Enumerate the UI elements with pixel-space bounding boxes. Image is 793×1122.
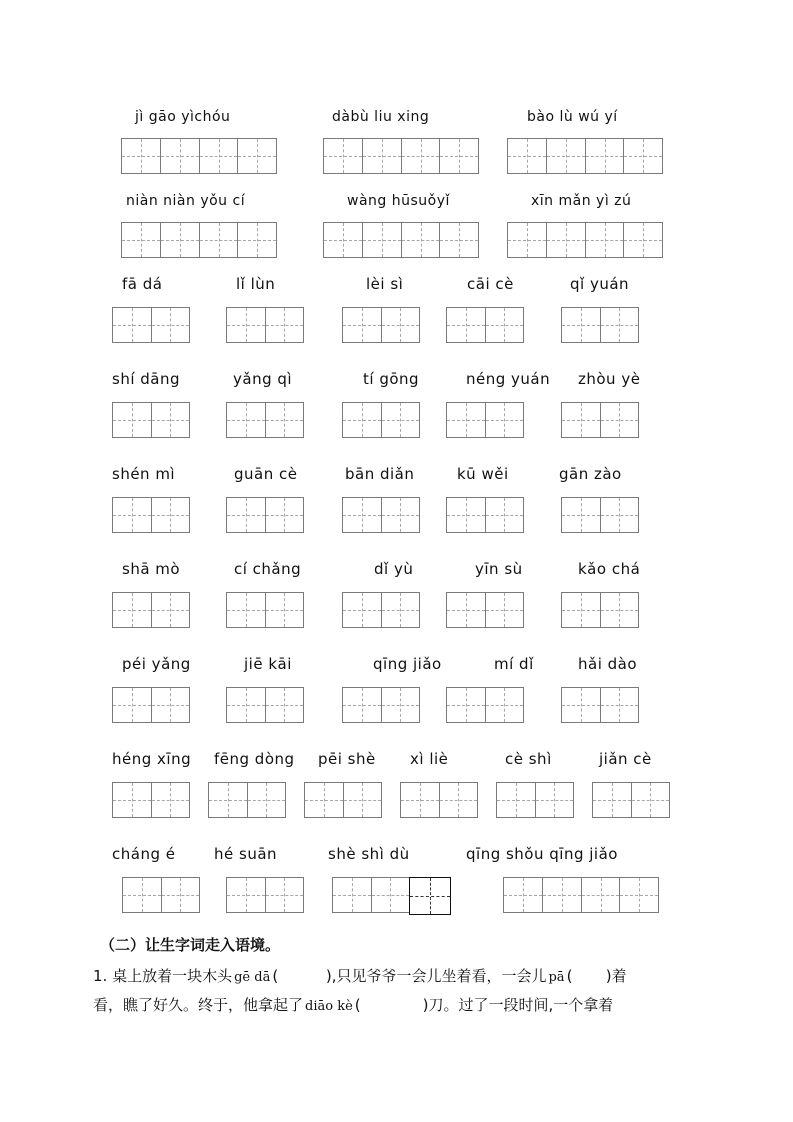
writing-grid[interactable] — [122, 877, 200, 913]
pinyin-label: héng xīng — [112, 750, 192, 768]
writing-grid[interactable] — [446, 687, 524, 723]
paragraph-text: 1. 桌上放着一块木头 — [93, 967, 233, 985]
pinyin-label: xì liè — [410, 750, 449, 768]
pinyin-label: bào lù wú yí — [527, 109, 618, 125]
paragraph-line — [93, 994, 613, 1015]
writing-grid[interactable] — [446, 592, 524, 628]
writing-grid[interactable] — [323, 222, 479, 258]
pinyin-label: cháng é — [112, 845, 176, 863]
pinyin-label: kū wěi — [457, 465, 509, 483]
pinyin-label: qīng shǒu qīng jiǎo — [466, 845, 618, 863]
pinyin-label: gān zào — [559, 465, 622, 483]
writing-grid[interactable] — [561, 307, 639, 343]
pinyin-label: niàn niàn yǒu cí — [126, 193, 246, 209]
writing-grid[interactable] — [112, 782, 190, 818]
writing-grid[interactable] — [342, 497, 420, 533]
pinyin-label: dàbù liu xing — [332, 109, 430, 125]
writing-grid[interactable] — [112, 402, 190, 438]
pinyin-label: qǐ yuán — [570, 275, 630, 293]
paragraph-text: ( )着 — [566, 967, 627, 985]
writing-grid[interactable] — [112, 307, 190, 343]
pinyin-label: guān cè — [234, 465, 298, 483]
writing-grid[interactable] — [507, 138, 663, 174]
writing-grid[interactable] — [592, 782, 670, 818]
writing-grid[interactable] — [121, 222, 277, 258]
writing-grid[interactable] — [342, 687, 420, 723]
writing-grid[interactable] — [342, 592, 420, 628]
pinyin-label: lǐ lùn — [236, 275, 276, 293]
writing-grid[interactable] — [121, 138, 277, 174]
writing-grid[interactable] — [332, 877, 410, 913]
writing-grid[interactable] — [304, 782, 382, 818]
pinyin-label: jiǎn cè — [599, 750, 652, 768]
pinyin-label: péi yǎng — [122, 655, 191, 673]
pinyin-label: lèi sì — [366, 275, 404, 293]
pinyin-label: hé suān — [214, 845, 278, 863]
pinyin-label: qīng jiǎo — [373, 655, 442, 673]
inline-pinyin: diāo kè — [305, 999, 353, 1014]
pinyin-label: fēng dòng — [214, 750, 295, 768]
writing-grid[interactable] — [342, 307, 420, 343]
pinyin-label: wàng hūsuǒyǐ — [347, 193, 450, 209]
pinyin-label: yǎng qì — [233, 370, 293, 388]
writing-grid[interactable] — [226, 307, 304, 343]
writing-grid[interactable] — [496, 782, 574, 818]
writing-grid[interactable] — [112, 497, 190, 533]
inline-pinyin: gē dā — [234, 970, 271, 985]
pinyin-label: cāi cè — [467, 275, 514, 293]
writing-grid[interactable] — [561, 402, 639, 438]
writing-grid[interactable] — [208, 782, 286, 818]
paragraph-line — [93, 965, 627, 986]
pinyin-label: shí dāng — [112, 370, 180, 388]
pinyin-label: shén mì — [112, 465, 176, 483]
pinyin-label: zhòu yè — [578, 370, 641, 388]
writing-grid[interactable] — [503, 877, 659, 913]
pinyin-label: néng yuán — [466, 370, 551, 388]
pinyin-label: cí chǎng — [234, 560, 302, 578]
writing-grid[interactable] — [226, 687, 304, 723]
writing-grid[interactable] — [342, 402, 420, 438]
pinyin-label: xīn mǎn yì zú — [531, 193, 632, 209]
pinyin-label: cè shì — [505, 750, 552, 768]
writing-grid[interactable] — [226, 592, 304, 628]
pinyin-label: kǎo chá — [578, 560, 641, 578]
writing-grid[interactable] — [561, 687, 639, 723]
paragraph-text: ( )刀。过了一段时间,一个拿着 — [354, 996, 614, 1014]
pinyin-label: tí gōng — [363, 370, 420, 388]
paragraph-text: 看，瞧了好久。终于，他拿起了 — [93, 996, 304, 1014]
pinyin-label: jì gāo yìchóu — [135, 109, 231, 125]
writing-grid[interactable] — [446, 497, 524, 533]
writing-grid[interactable] — [561, 497, 639, 533]
pinyin-label: jiē kāi — [244, 655, 292, 673]
writing-grid[interactable] — [226, 402, 304, 438]
writing-grid[interactable] — [112, 687, 190, 723]
writing-grid[interactable] — [226, 877, 304, 913]
paragraph-text: ( ),只见爷爷一会儿坐着看，一会儿 — [272, 967, 547, 985]
pinyin-label: bān diǎn — [345, 465, 415, 483]
pinyin-label: hǎi dào — [578, 655, 638, 673]
pinyin-label: pēi shè — [318, 750, 376, 768]
section-title: （二）让生字词走入语境。 — [100, 936, 281, 954]
writing-grid[interactable] — [446, 307, 524, 343]
inline-pinyin: pā — [548, 970, 565, 985]
writing-grid[interactable] — [446, 402, 524, 438]
writing-grid[interactable] — [226, 497, 304, 533]
writing-grid[interactable] — [507, 222, 663, 258]
writing-grid[interactable] — [112, 592, 190, 628]
writing-grid[interactable] — [400, 782, 478, 818]
pinyin-label: dǐ yù — [374, 560, 414, 578]
pinyin-label: shā mò — [122, 560, 181, 578]
pinyin-label: shè shì dù — [328, 845, 410, 863]
pinyin-label: yīn sù — [475, 560, 523, 578]
pinyin-label: fā dá — [122, 275, 163, 293]
writing-grid[interactable] — [561, 592, 639, 628]
writing-grid[interactable] — [323, 138, 479, 174]
pinyin-label: mí dǐ — [494, 655, 534, 673]
writing-grid[interactable] — [409, 877, 451, 915]
